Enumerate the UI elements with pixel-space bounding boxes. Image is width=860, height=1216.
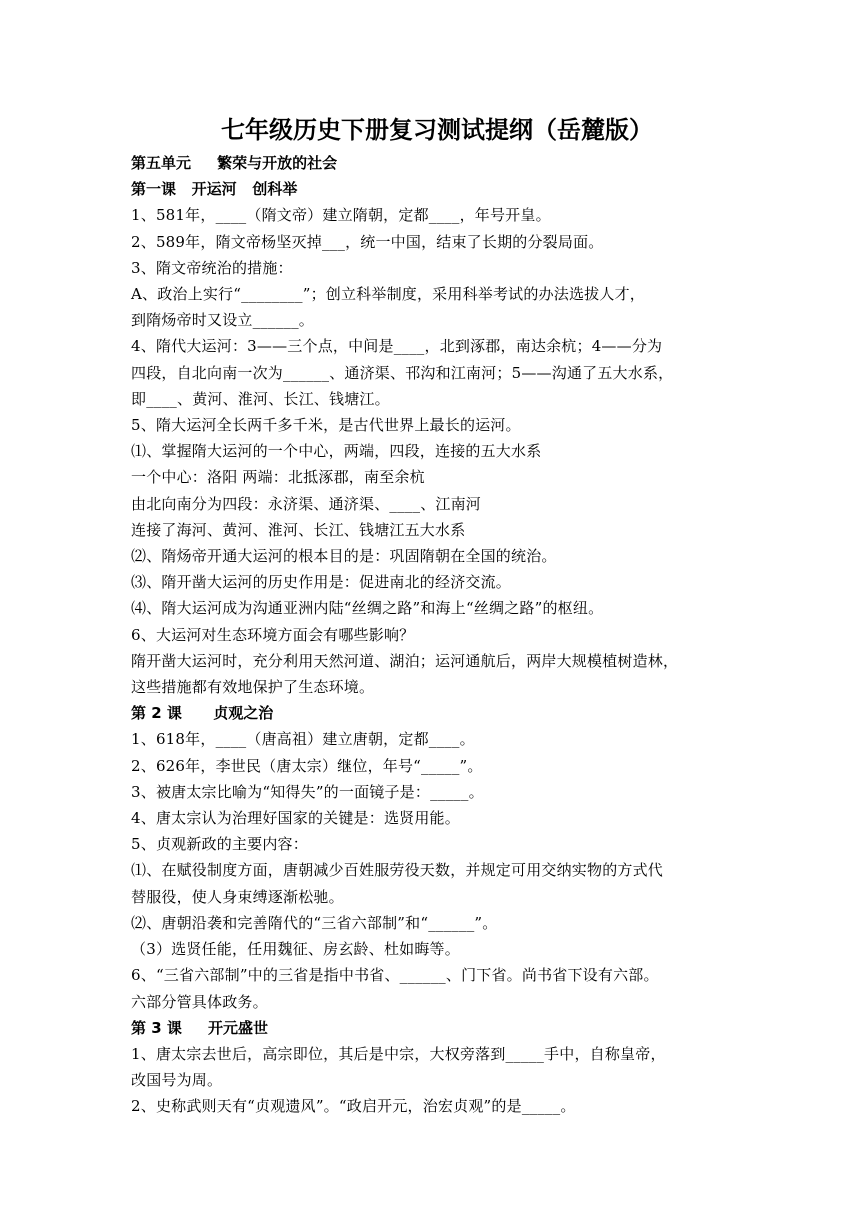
text-line: ⑴、掌握隋大运河的一个中心，两端，四段，连接的五大水系 bbox=[131, 442, 542, 461]
text-line: 替服役，使人身束缚逐渐松驰。 bbox=[131, 887, 344, 906]
text-line: 连接了海河、黄河、淮河、长江、钱塘江五大水系 bbox=[131, 520, 466, 539]
text-line: 隋开凿大运河时，充分利用天然河道、湖泊；运河通航后，两岸大规模植树造林， bbox=[131, 651, 679, 670]
text-line: 到隋炀帝时又设立______。 bbox=[131, 311, 315, 330]
text-line: 3、隋文帝统治的措施： bbox=[131, 258, 293, 277]
text-line: 即____、黄河、淮河、长江、钱塘江。 bbox=[131, 389, 390, 408]
text-line: 2、589年，隋文帝杨坚灭掉___，统一中国，结束了长期的分裂局面。 bbox=[131, 232, 604, 251]
text-line: 四段，自北向南一次为______、通济渠、邗沟和江南河；5——沟通了五大水系， bbox=[131, 363, 674, 382]
text-line: 2、626年，李世民（唐太宗）继位，年号“_____”。 bbox=[131, 756, 483, 775]
text-line: 3、被唐太宗比喻为“知得失”的一面镜子是：_____。 bbox=[131, 782, 484, 801]
text-line: 六部分管具体政务。 bbox=[131, 992, 268, 1011]
text-line: 这些措施都有效地保护了生态环境。 bbox=[131, 678, 375, 697]
text-line: ⑶、隋开凿大运河的历史作用是：促进南北的经济交流。 bbox=[131, 573, 512, 592]
unit-heading: 第五单元 繁荣与开放的社会 bbox=[131, 154, 338, 172]
text-line: ⑴、在赋役制度方面，唐朝减少百姓服劳役天数，并规定可用交纳实物的方式代 bbox=[131, 861, 664, 880]
text-line: 6、大运河对生态环境方面会有哪些影响？ bbox=[131, 625, 415, 644]
text-line: 2、史称武则天有“贞观遗风”。“政启开元，治宏贞观”的是_____。 bbox=[131, 1097, 576, 1116]
text-line: 改国号为周。 bbox=[131, 1071, 223, 1090]
text-line: 4、唐太宗认为治理好国家的关键是：选贤用能。 bbox=[131, 809, 460, 828]
text-line: 6、“三省六部制”中的三省是指中书省、______、门下省。尚书省下设有六部。 bbox=[131, 966, 659, 985]
text-line: ⑵、唐朝沿袭和完善隋代的“三省六部制”和“______”。 bbox=[131, 913, 498, 932]
text-line: 一个中心：洛阳 两端：北抵涿郡，南至余杭 bbox=[131, 468, 425, 487]
content-body bbox=[131, 150, 743, 1120]
lesson-heading: 第 2 课 贞观之治 bbox=[131, 704, 274, 723]
text-line: 4、隋代大运河：3——三个点，中间是____，北到涿郡，南达余杭；4——分为 bbox=[131, 337, 663, 356]
text-line: ⑵、隋炀帝开通大运河的根本目的是：巩固隋朝在全国的统治。 bbox=[131, 547, 557, 566]
text-line: （3）选贤任能，任用魏征、房玄龄、杜如晦等。 bbox=[131, 940, 460, 959]
text-line: 由北向南分为四段：永济渠、通济渠、____、江南河 bbox=[131, 494, 482, 513]
text-line: 1、581年，____（隋文帝）建立隋朝，定都____，年号开皇。 bbox=[131, 206, 551, 225]
document-title: 七年级历史下册复习测试提纲（岳麓版） bbox=[221, 116, 653, 144]
lesson-heading: 第 3 课 开元盛世 bbox=[131, 1018, 268, 1037]
text-line: 5、贞观新政的主要内容： bbox=[131, 835, 308, 854]
text-line: 1、618年，____（唐高祖）建立唐朝，定都____。 bbox=[131, 730, 475, 749]
text-line: 1、唐太宗去世后，高宗即位，其后是中宗，大权旁落到_____手中，自称皇帝， bbox=[131, 1044, 666, 1063]
text-line: A、政治上实行“________”；创立科举制度，采用科举考试的办法选拔人才， bbox=[131, 285, 645, 304]
text-line: ⑷、隋大运河成为沟通亚洲内陆“丝绸之路”和海上“丝绸之路”的枢纽。 bbox=[131, 599, 604, 618]
document-page bbox=[131, 110, 743, 1120]
lesson-heading: 第一课 开运河 创科举 bbox=[131, 180, 298, 199]
text-line: 5、隋大运河全长两千多千米，是古代世界上最长的运河。 bbox=[131, 416, 521, 435]
